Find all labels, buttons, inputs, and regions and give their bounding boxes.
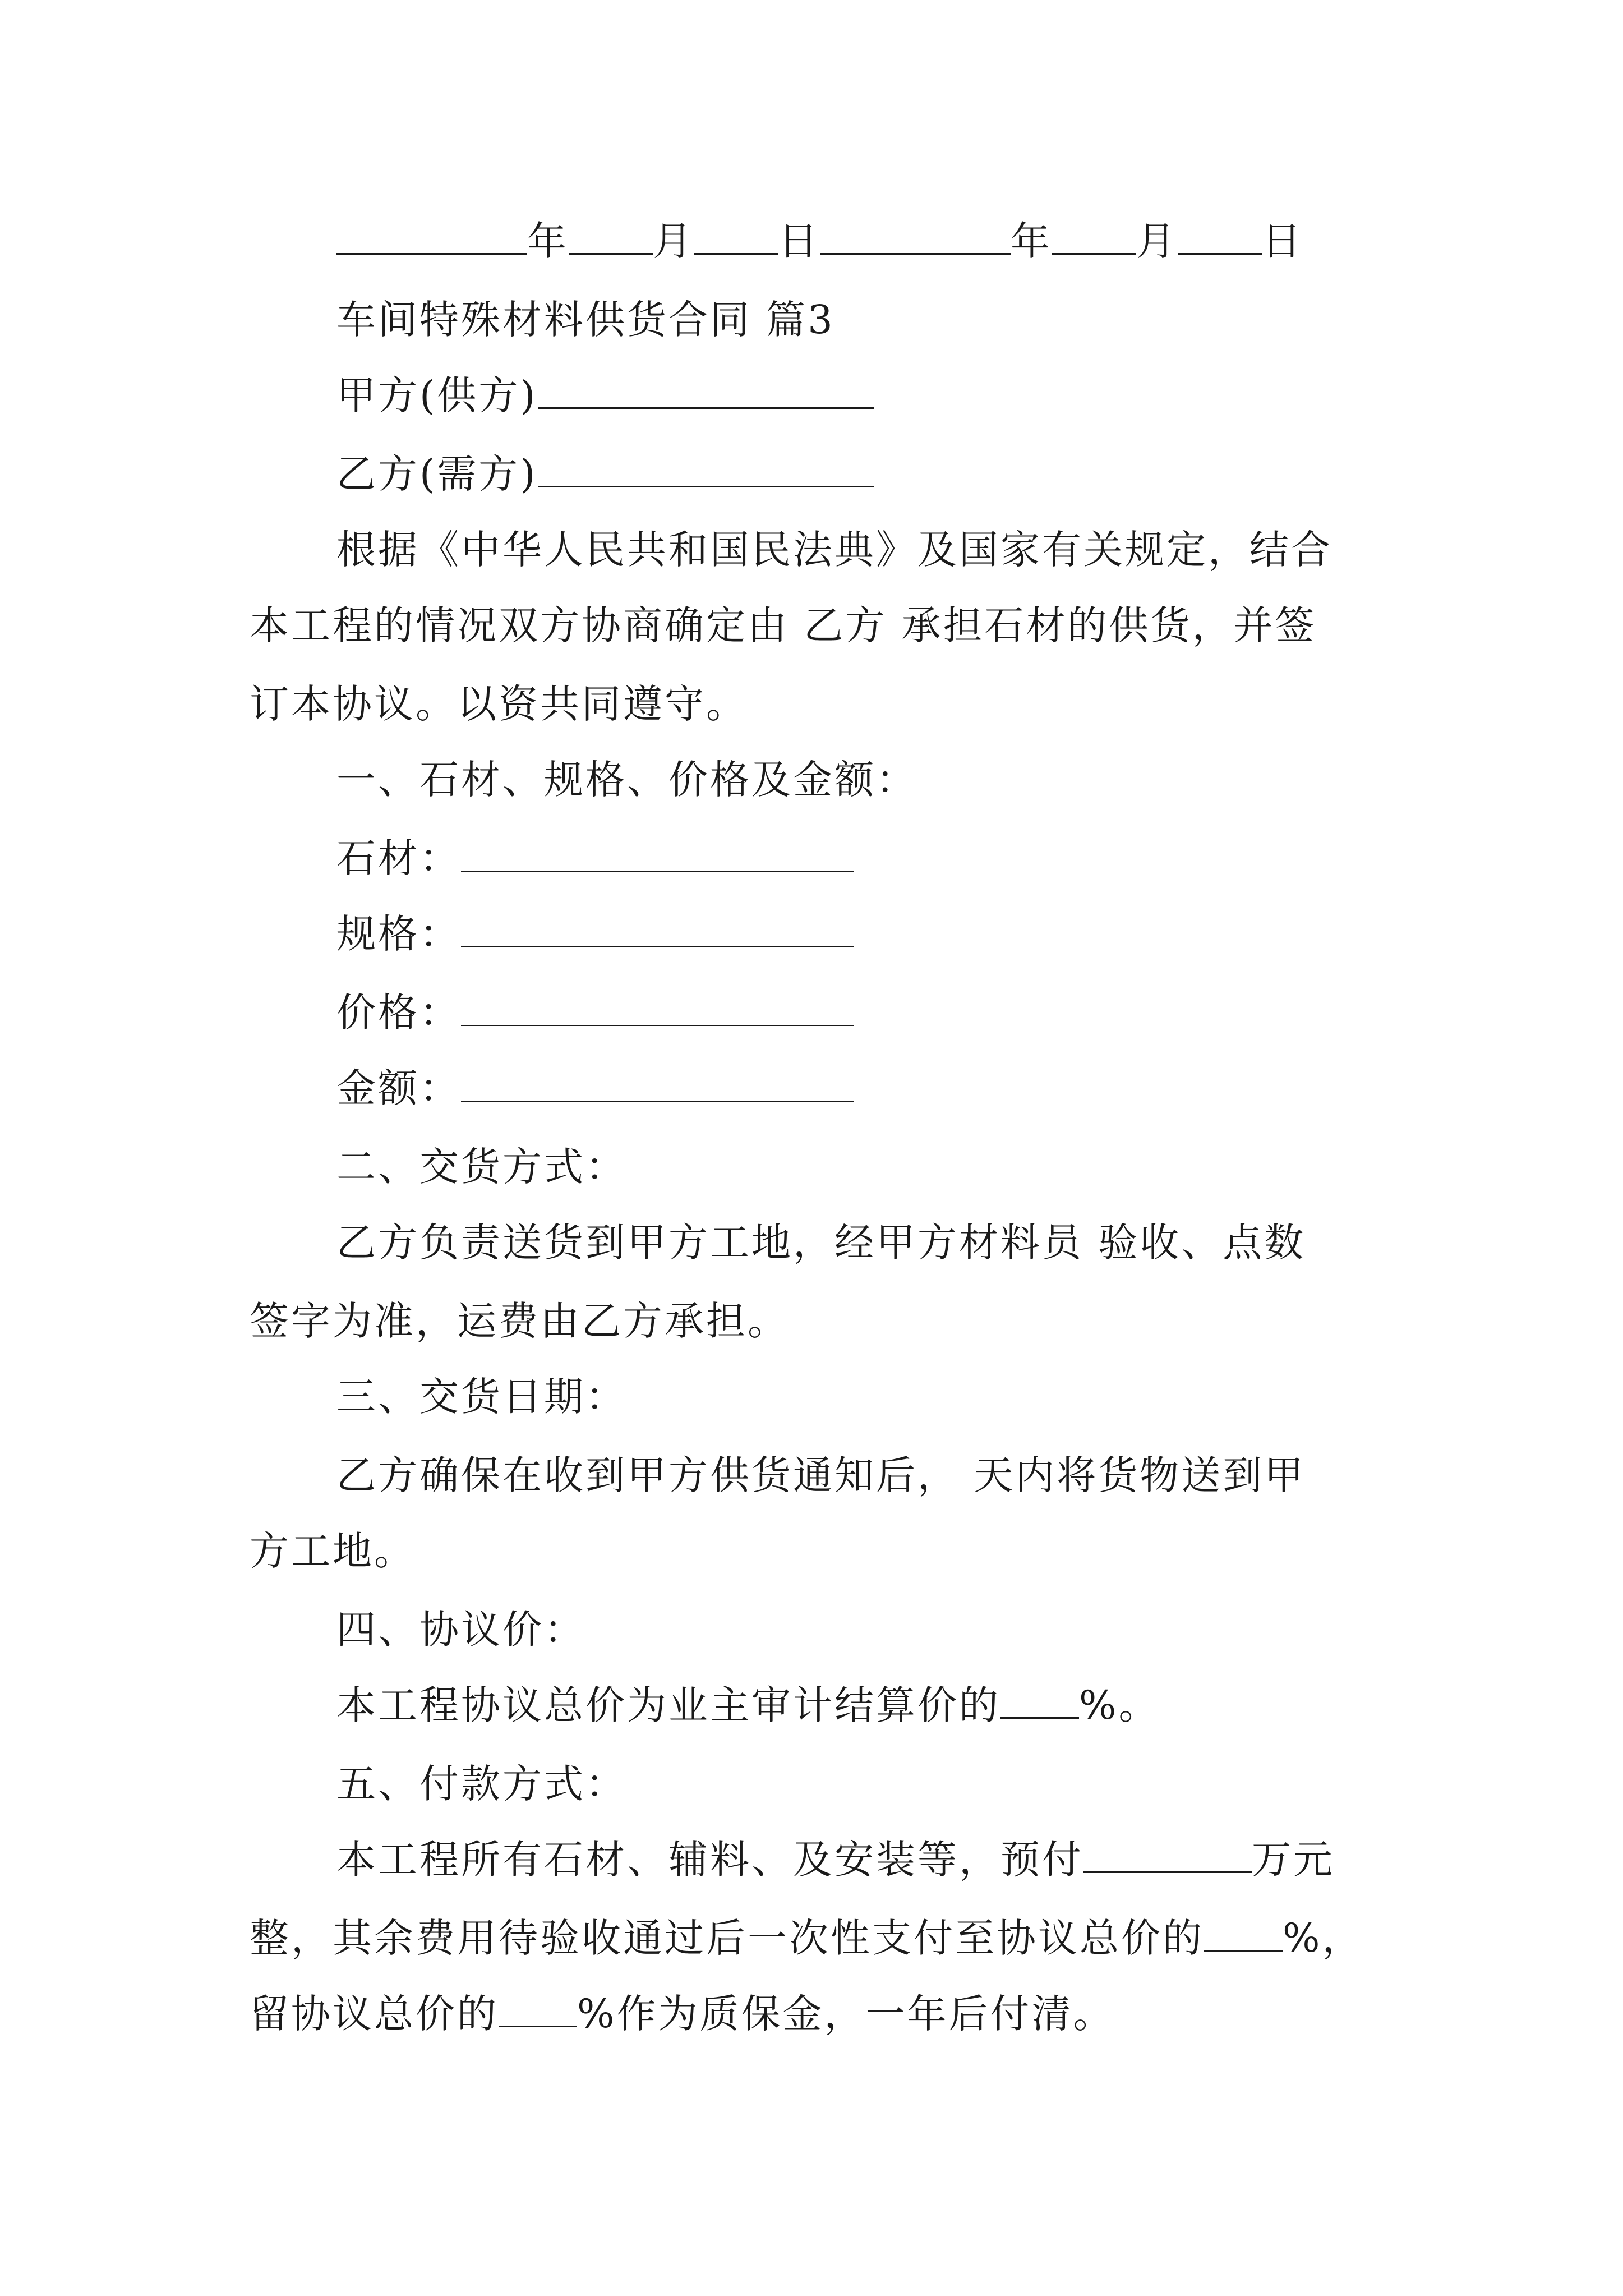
section3-body-line: 乙方确保在收到甲方供货通知后， 天内将货物送到甲 bbox=[336, 1452, 1306, 1498]
field-row bbox=[336, 833, 854, 884]
party-a-label: 甲方(供方) bbox=[336, 372, 538, 418]
blank-field bbox=[461, 910, 854, 947]
section5-line1-prefix: 本工程所有石材、辅料、及安装等，预付 bbox=[336, 1837, 1083, 1883]
blank-field bbox=[820, 217, 1011, 255]
section3-heading: 三、交货日期： bbox=[336, 1374, 627, 1420]
month-label: 月 bbox=[1136, 218, 1178, 264]
year-label: 年 bbox=[527, 218, 569, 264]
section5-body-line bbox=[336, 1834, 1335, 1885]
section5-body-line bbox=[250, 1989, 1115, 2039]
field-label: 金额： bbox=[336, 1065, 461, 1111]
field-row bbox=[336, 909, 854, 959]
blank-field bbox=[1052, 217, 1136, 255]
section5-line3-prefix: 留协议总价的 bbox=[250, 1991, 499, 2037]
month-label: 月 bbox=[653, 218, 694, 264]
field-label: 石材： bbox=[336, 835, 461, 881]
section1-heading: 一、石材、规格、价格及金额： bbox=[336, 757, 917, 803]
section5-body-line bbox=[250, 1913, 1364, 1963]
day-label: 日 bbox=[1262, 218, 1303, 264]
blank-field bbox=[499, 1990, 577, 2027]
blank-field bbox=[461, 835, 854, 872]
section4-heading: 四、协议价： bbox=[336, 1607, 585, 1653]
field-label: 价格： bbox=[336, 990, 461, 1036]
blank-field bbox=[1178, 217, 1262, 255]
blank-field bbox=[1083, 1835, 1252, 1873]
section4-body bbox=[336, 1680, 1160, 1731]
blank-field bbox=[569, 217, 653, 255]
section5-line2-suffix: %， bbox=[1283, 1915, 1364, 1961]
blank-field bbox=[538, 450, 874, 487]
section2-body-line: 乙方负责送货到甲方工地，经甲方材料员 验收、点数 bbox=[336, 1220, 1306, 1266]
blank-field bbox=[694, 217, 778, 255]
day-label: 日 bbox=[778, 218, 820, 264]
section3-body-line: 方工地。 bbox=[250, 1528, 416, 1574]
party-b-line bbox=[336, 449, 874, 499]
section5-line3-suffix: %作为质保金，一年后付清。 bbox=[577, 1991, 1115, 2037]
blank-field bbox=[336, 217, 527, 255]
blank-field bbox=[461, 1065, 854, 1102]
section2-body-line: 签字为准，运费由乙方承担。 bbox=[250, 1298, 789, 1344]
blank-field bbox=[538, 371, 874, 409]
party-b-label: 乙方(需方) bbox=[336, 451, 538, 497]
intro-line: 订本协议。以资共同遵守。 bbox=[250, 681, 748, 727]
party-a-line bbox=[336, 370, 874, 421]
section5-line1-suffix: 万元 bbox=[1252, 1837, 1335, 1883]
section4-body-prefix: 本工程协议总价为业主审计结算价的 bbox=[336, 1682, 1000, 1728]
section2-heading: 二、交货方式： bbox=[336, 1144, 627, 1190]
blank-field bbox=[1000, 1681, 1079, 1719]
intro-line: 根据《中华人民共和国民法典》及国家有关规定，结合 bbox=[336, 527, 1332, 573]
date-line bbox=[336, 216, 1303, 266]
blank-field bbox=[1204, 1914, 1283, 1952]
section5-line2-prefix: 整，其余费用待验收通过后一次性支付至协议总价的 bbox=[250, 1915, 1204, 1961]
section4-body-suffix: %。 bbox=[1079, 1682, 1160, 1728]
field-row bbox=[336, 987, 854, 1038]
contract-title: 车间特殊材料供货合同 篇3 bbox=[336, 297, 835, 343]
field-row bbox=[336, 1063, 854, 1114]
intro-line: 本工程的情况双方协商确定由 乙方 承担石材的供货，并签 bbox=[250, 602, 1317, 648]
field-label: 规格： bbox=[336, 911, 461, 957]
blank-field bbox=[461, 989, 854, 1026]
section5-heading: 五、付款方式： bbox=[336, 1761, 627, 1807]
year-label: 年 bbox=[1011, 218, 1052, 264]
